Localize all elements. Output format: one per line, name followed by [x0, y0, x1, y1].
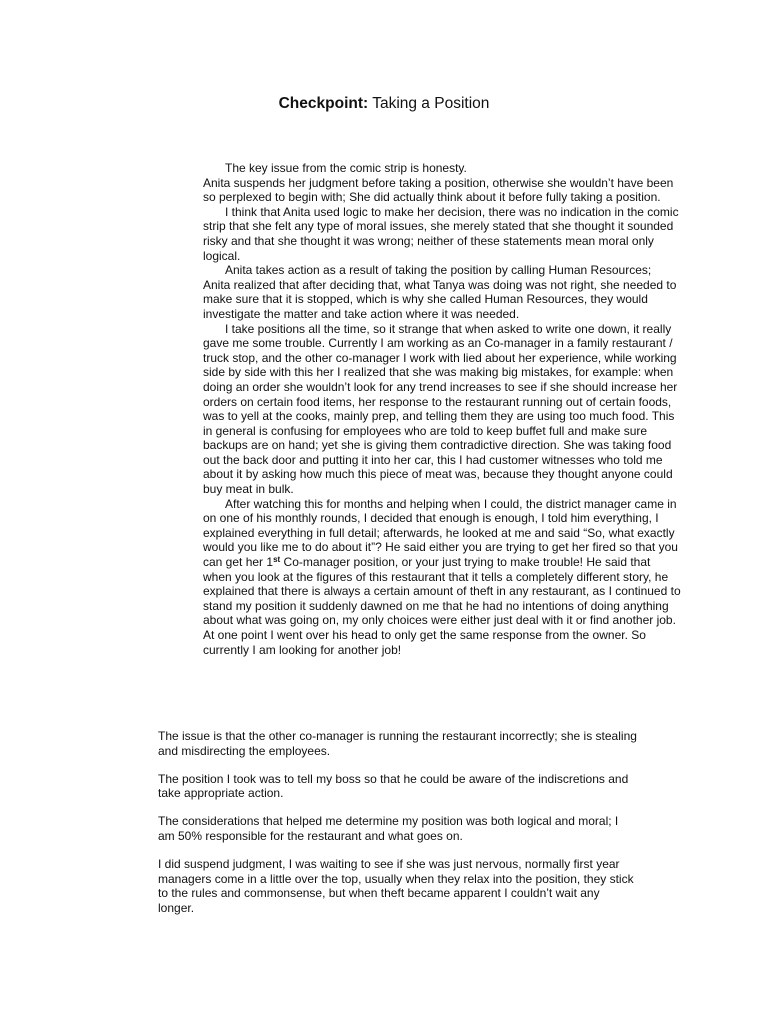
essay-paragraph-6-start: After watching this for months and helping when I could, the district manager came in on one of his monthly rounds, I decided that enough is enough, I told him everything, I explained everything in full detail; afterwards, he looked at me and said “So, what exactly would you like me to do about it”? He said either you are trying to get her fired so that you can get her 1 [203, 496, 678, 570]
essay-paragraph-5: I take positions all the time, so it strange that when asked to write one down, it really gave me some trouble. Currently I am working as an Co-manager in a family restaurant / truck stop, and the other co-manager I work with lied about her experience, while working side by side with this her I realized that she was making big mistakes, for example: when doing an order she wouldn’t look for any trend increases to see if she should increase her orders on certain food items, her response to the restaurant running out of certain foods, was to yell at the cooks, mainly prep, and telling them they are using too much food. This in general is confusing for employees who are told to keep buffet full and make sure backups are on hand; yet she is giving them contradictive direction. She was taking food out the back door and putting it into her car, this I had customer witnesses who told me about it by asking how much this piece of meat was, because they thought anyone could buy meat in bulk. [203, 321, 678, 497]
summary-paragraph-1: The issue is that the other co-manager is running the restaurant incorrectly; she is stealing and misdirecting the employees. [158, 729, 637, 758]
page-title [0, 94, 768, 114]
summary-paragraph-4: I did suspend judgment, I was waiting to see if she was just nervous, normally first year managers come in a little over the top, usually when they relax into the position, they stick to the rules and commonsense, but when theft became apparent I couldn’t wait any longer. [158, 857, 634, 915]
title-text: Taking a Position [368, 95, 490, 112]
ordinal-suffix: st [273, 555, 281, 565]
summary-section [158, 729, 638, 929]
essay-paragraph-2: Anita suspends her judgment before taking a position, otherwise she wouldn’t have been so perplexed to begin with; She did actually think about it before fully taking a position. [203, 175, 674, 205]
title-label: Checkpoint: [278, 95, 369, 112]
essay-paragraph-6 [203, 497, 681, 658]
summary-paragraph-3: The considerations that helped me determine my position was both logical and moral; I am 50% responsible for the restaurant and what goes on. [158, 814, 619, 843]
essay-paragraph-3: I think that Anita used logic to make her decision, there was no indication in the comic strip that she felt any type of moral issues, she merely stated that she thought it sounded risky and that she thought it was wrong; neither of these statements mean moral only logical. [203, 204, 679, 263]
essay-paragraph-4: Anita takes action as a result of taking the position by calling Human Resources; Anita realized that after deciding that, what Tanya was doing was not right, she needed to make sure that it is stopped, which is why she called Human Resources, they would investigate the matter and take action where it was needed. [203, 263, 677, 321]
summary-paragraph-2: The position I took was to tell my boss so that he could be aware of the indiscretions and take appropriate action. [158, 771, 629, 801]
essay-paragraph-6-end: Co-manager position, or your just trying to make trouble! He said that when you look at the figures of this restaurant that it tells a completely different story, he explained that there is always a certain amount of theft in any restaurant, as I continued to stand my position it suddenly dawned on me that he had no intentions of doing anything about what was going on, my only choices were either just deal with it or find another job. At one point I went over his head to only get the same response from the owner. So currently I am looking for another job! [203, 555, 681, 657]
essay-paragraph-1: The key issue from the comic strip is honesty. [225, 161, 467, 175]
essay-section [203, 161, 681, 657]
